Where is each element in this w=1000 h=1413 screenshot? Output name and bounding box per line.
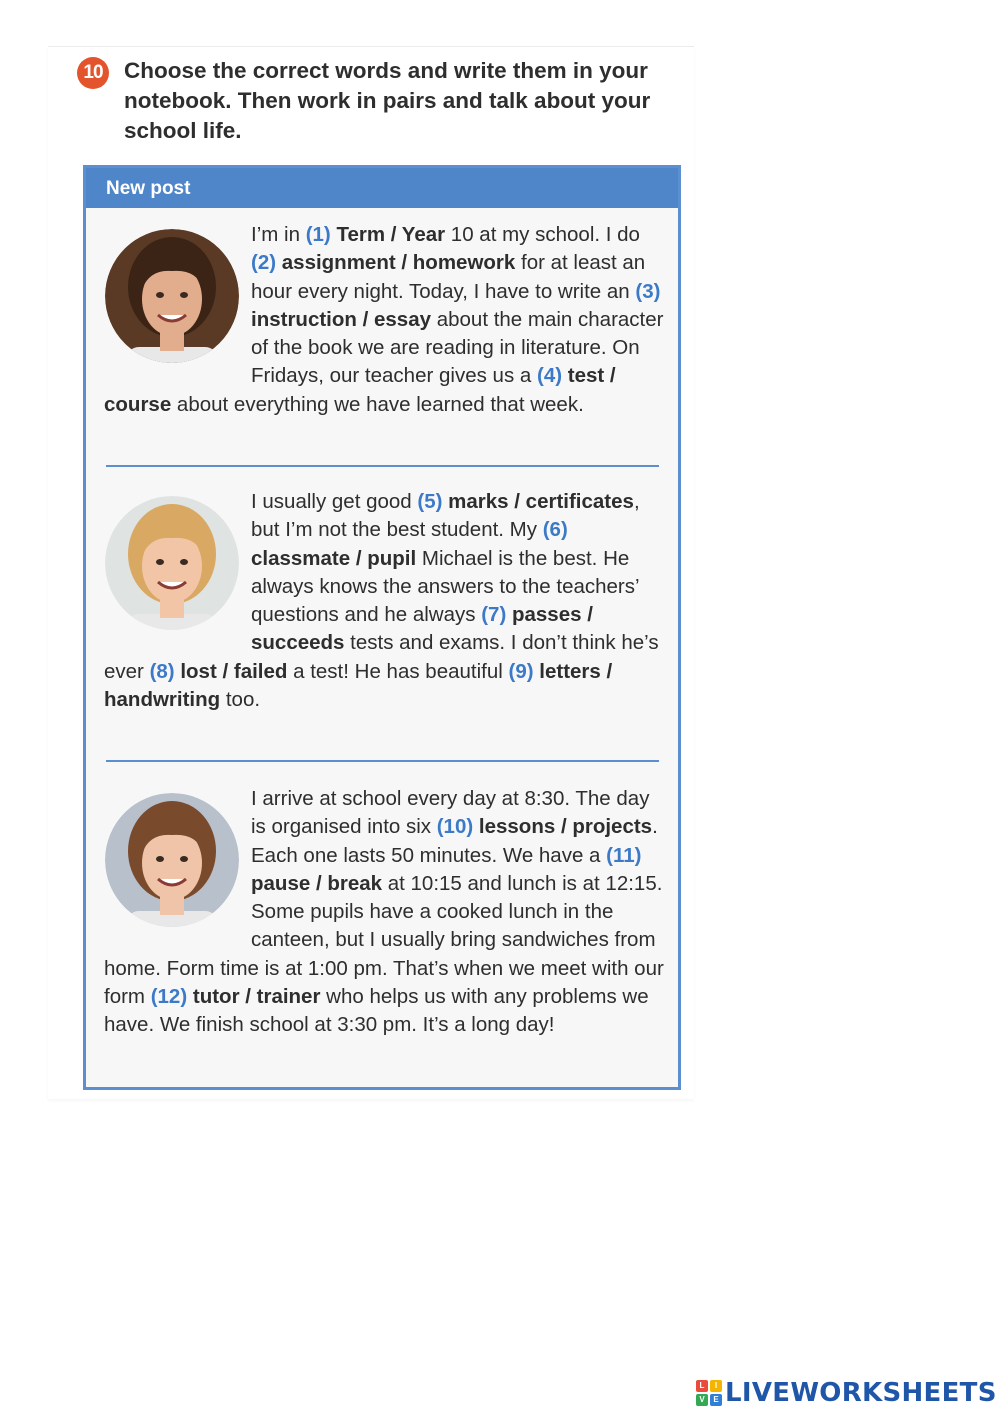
text-run: about the main character of the book we are reading in literature. On Fridays, our teacher gives us a — [251, 307, 664, 388]
post-header: New post — [86, 168, 678, 208]
word-choice: pause / break — [251, 871, 383, 895]
exercise-number-badge: 10 — [77, 57, 109, 89]
gap-number: (1) — [305, 223, 331, 246]
logo-tile: L — [696, 1380, 708, 1392]
word-choice: letters / handwriting — [104, 659, 613, 712]
liveworksheets-logo-icon — [696, 1380, 722, 1406]
gap-number: (7) — [481, 603, 507, 627]
word-choice: marks / certificates — [448, 490, 634, 513]
post-divider — [106, 465, 659, 467]
gap-number: (5) — [417, 490, 443, 513]
text-run: about everything we have learned that week. — [171, 392, 584, 416]
text-run: too. — [220, 688, 261, 712]
brand-name: LIVEWORKSHEETS — [725, 1378, 997, 1408]
gap-number: (10) — [436, 815, 474, 839]
logo-tile: I — [710, 1380, 722, 1392]
text-run: tests and exams. I don’t think he’s ever — [104, 631, 659, 683]
entry-text — [104, 221, 664, 419]
text-run: , but I’m not the best student. My — [251, 490, 640, 542]
text-run: I usually get good — [251, 490, 418, 513]
text-run: for at least an hour every night. Today, I have to write an — [251, 251, 646, 303]
avatar-girl-dark-hair-photo — [105, 229, 239, 363]
gap-number: (3) — [635, 279, 661, 303]
text-run: . Each one lasts 50 minutes. We have a — [251, 815, 658, 867]
gap-number: (12) — [150, 985, 188, 1009]
word-choice: Term / Year — [336, 223, 446, 246]
post-entry-3 — [104, 785, 664, 1040]
avatar-boy-blond-photo — [105, 496, 239, 630]
post-entry-1 — [104, 221, 664, 419]
text-run: 10 at my school. I do — [445, 223, 640, 246]
word-choice: instruction / essay — [251, 307, 432, 331]
word-choice: classmate / pupil — [251, 546, 417, 570]
word-choice: tutor / trainer — [192, 985, 321, 1009]
logo-tile: V — [696, 1394, 708, 1406]
gap-number: (11) — [606, 843, 642, 867]
post-divider — [106, 760, 659, 762]
text-run: a test! He has beautiful — [287, 659, 509, 683]
liveworksheets-brand — [696, 1376, 997, 1410]
text-run: I arrive at school every day at 8:30. The day is organised into six — [251, 787, 650, 839]
entry-text — [104, 488, 664, 714]
word-choice: passes / succeeds — [251, 603, 593, 655]
word-choice: assignment / homework — [281, 251, 516, 275]
avatar-girl-brown-hair-photo — [105, 793, 239, 927]
text-run: who helps us with any problems we have. We finish school at 3:30 pm. It’s a long day! — [104, 985, 649, 1037]
logo-tile: E — [710, 1394, 722, 1406]
gap-number: (4) — [537, 364, 563, 388]
new-post-box — [83, 165, 681, 1090]
text-run: I’m in — [251, 223, 306, 246]
gap-number: (8) — [149, 659, 175, 683]
text-run: at 10:15 and lunch is at 12:15. Some pupils have a cooked lunch in the canteen, but I usually bring sandwiches from home. Form time is at 1:00 pm. That’s when we meet with our form — [104, 871, 664, 1009]
exercise-instruction: Choose the correct words and write them in your notebook. Then work in pairs and talk about your school life. — [124, 58, 651, 143]
gap-number: (9) — [508, 659, 534, 683]
entry-text — [104, 785, 664, 1040]
gap-number: (6) — [542, 518, 568, 542]
post-entry-2 — [104, 488, 664, 714]
text-run: Michael is the best. He always knows the answers to the teachers’ questions and he always — [251, 546, 639, 627]
word-choice: lessons / projects — [478, 815, 653, 839]
gap-number: (2) — [251, 251, 277, 275]
word-choice: test / course — [104, 364, 616, 416]
word-choice: lost / failed — [180, 659, 288, 683]
